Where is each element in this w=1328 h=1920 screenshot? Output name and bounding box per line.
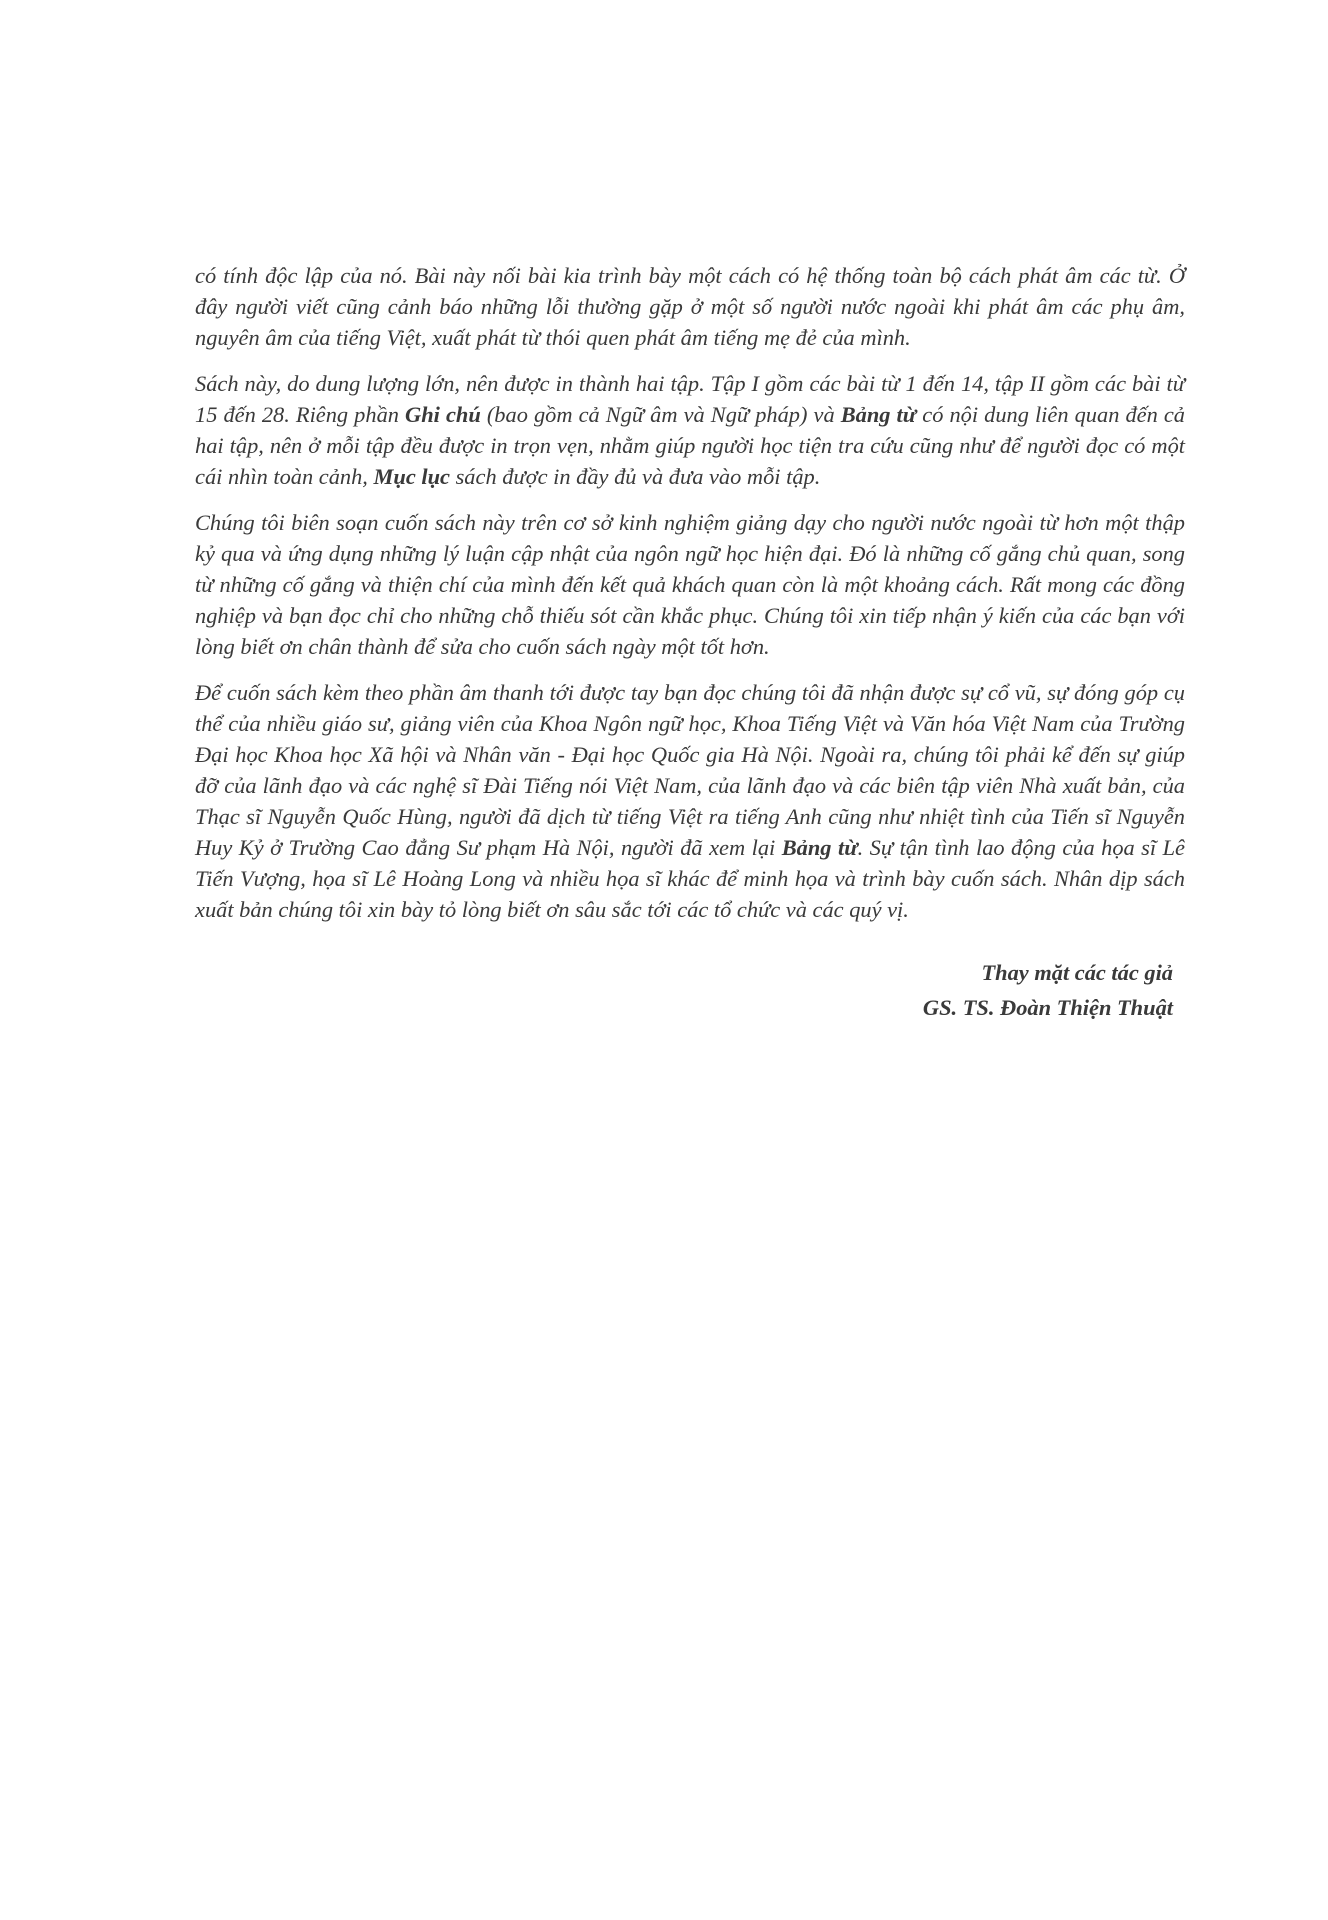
bang-tu-term: Bảng từ bbox=[840, 402, 917, 427]
signature-title: Thay mặt các tác giả bbox=[981, 960, 1173, 985]
bang-tu-term-2: Bảng từ bbox=[781, 835, 858, 860]
paragraph-2-text-c: có nội dung liên quan đến cả hai tập, nên ở mỗi tập đều được in trọn vẹn, nhằm giúp người học tiện tra cứu cũng như để người đọc có một cái nhìn toàn cảnh, bbox=[195, 402, 1185, 489]
paragraph-2-text-b: (bao gồm cả Ngữ âm và Ngữ pháp) và bbox=[480, 402, 841, 427]
paragraph-1-text: có tính độc lập của nó. Bài này nối bài kia trình bày một cách có hệ thống toàn bộ cách phát âm các từ. Ở đây người viết cũng cảnh báo những lỗi thường gặp ở một số người nước ngoài khi phát âm các phụ âm, nguyên âm của tiếng Việt, xuất phát từ thói quen phát âm tiếng mẹ đẻ của mình. bbox=[195, 263, 1185, 350]
paragraph-1 bbox=[195, 260, 1185, 353]
signature-name: GS. TS. Đoàn Thiện Thuật bbox=[922, 995, 1173, 1020]
paragraph-4-text-b: . Sự tận tình lao động của họa sĩ Lê Tiến Vượng, họa sĩ Lê Hoàng Long và nhiều họa sĩ khác để minh họa và trình bày cuốn sách. Nhân dịp sách xuất bản chúng tôi xin bày tỏ lòng biết ơn sâu sắc tới các tổ chức và các quý vị. bbox=[195, 835, 1185, 922]
body-text bbox=[195, 260, 1185, 940]
paragraph-2 bbox=[195, 368, 1185, 492]
paragraph-3 bbox=[195, 507, 1185, 662]
paragraph-4-text-a: Để cuốn sách kèm theo phần âm thanh tới được tay bạn đọc chúng tôi đã nhận được sự cổ vũ, sự đóng góp cụ thể của nhiều giáo sư, giảng viên của Khoa Ngôn ngữ học, Khoa Tiếng Việt và Văn hóa Việt Nam của Trường Đại học Khoa học Xã hội và Nhân văn - Đại học Quốc gia Hà Nội. Ngoài ra, chúng tôi phải kể đến sự giúp đỡ của lãnh đạo và các nghệ sĩ Đài Tiếng nói Việt Nam, của lãnh đạo và các biên tập viên Nhà xuất bản, của Thạc sĩ Nguyễn Quốc Hùng, người đã dịch từ tiếng Việt ra tiếng Anh cũng như nhiệt tình của Tiến sĩ Nguyễn Huy Kỷ ở Trường Cao đẳng Sư phạm Hà Nội, người đã xem lại bbox=[195, 680, 1185, 860]
paragraph-3-text: Chúng tôi biên soạn cuốn sách này trên cơ sở kinh nghiệm giảng dạy cho người nước ngoài từ hơn một thập kỷ qua và ứng dụng những lý luận cập nhật của ngôn ngữ học hiện đại. Đó là những cố gắng chủ quan, song từ những cố gắng và thiện chí của mình đến kết quả khách quan còn là một khoảng cách. Rất mong các đồng nghiệp và bạn đọc chỉ cho những chỗ thiếu sót cần khắc phục. Chúng tôi xin tiếp nhận ý kiến của các bạn với lòng biết ơn chân thành để sửa cho cuốn sách ngày một tốt hơn. bbox=[195, 510, 1185, 659]
paragraph-4 bbox=[195, 677, 1185, 925]
paragraph-2-text-d: sách được in đầy đủ và đưa vào mỗi tập. bbox=[450, 464, 821, 489]
muc-luc-term: Mục lục bbox=[373, 464, 450, 489]
ghi-chu-term: Ghi chú bbox=[405, 402, 481, 427]
signature-block bbox=[673, 955, 1173, 1025]
paragraph-2-text-a: Sách này, do dung lượng lớn, nên được in thành hai tập. Tập I gồm các bài từ 1 đến 14, tập II gồm các bài từ 15 đến 28. Riêng phần bbox=[195, 371, 1185, 427]
